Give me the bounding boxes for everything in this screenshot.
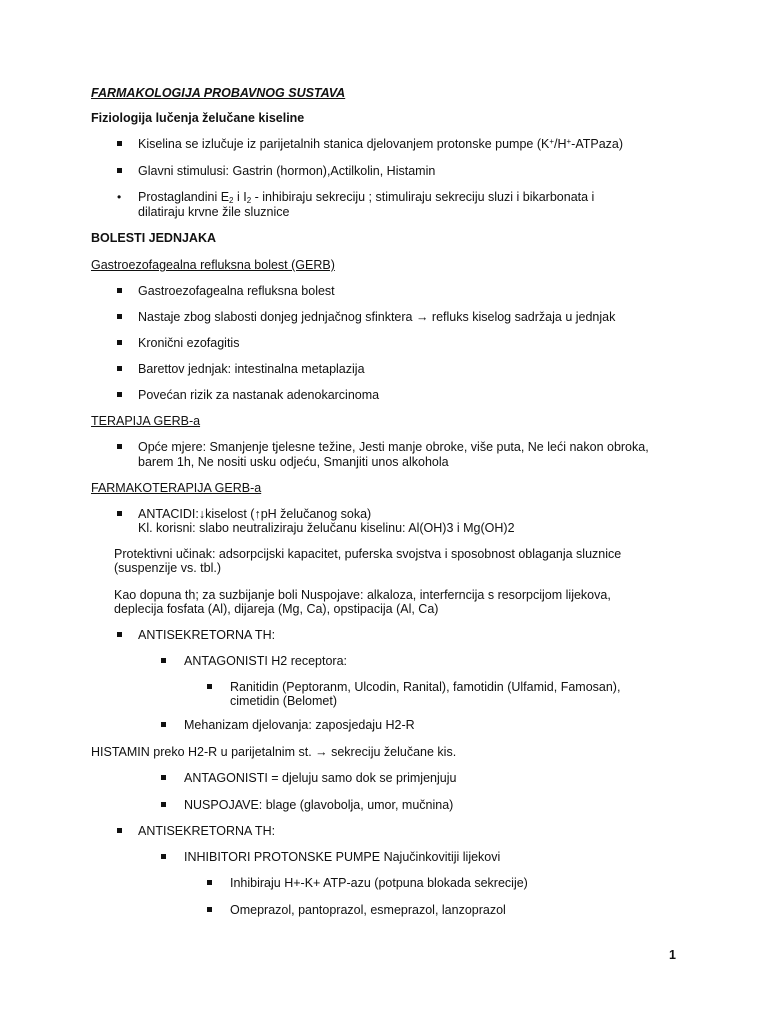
list-item-continuation: Kl. korisni: slabo neutraliziraju želučanu kiselinu: Al(OH)3 i Mg(OH)2 [138,521,515,535]
square-bullet-icon [117,340,122,345]
list-item: Mehanizam djelovanja: zaposjedaju H2-R [184,718,415,732]
list-item: Povećan rizik za nastanak adenokarcinoma [138,388,380,402]
list-item: Nastaje zbog slabosti donjeg jednjačnog sfinktera → refluks kiselog sadržaja u jednjak [138,310,616,324]
section-heading-esophagus: BOLESTI JEDNJAKA [91,231,217,245]
square-bullet-icon [207,880,212,885]
list-item: Ranitidin (Peptoranm, Ulcodin, Ranital), famotidin (Ulfamid, Famosan), [230,680,621,694]
square-bullet-icon [117,366,122,371]
square-bullet-icon [117,288,122,293]
list-item-continuation: cimetidin (Belomet) [230,694,337,708]
square-bullet-icon [161,775,166,780]
list-item: Prostaglandini $E_2$ i $I_2$ - inhibiraju sekreciju ; stimuliraju sekreciju sluzi i bikarbonata i [138,190,595,205]
square-bullet-icon [117,168,122,173]
round-bullet-icon: • [117,190,122,204]
document-title: FARMAKOLOGIJA PROBAVNOG SUSTAVA [91,86,346,100]
paragraph-continuation: deplecija fosfata (Al), dijareja (Mg, Ca), opstipacija (Al, Ca) [114,602,439,616]
square-bullet-icon [117,314,122,319]
paragraph: HISTAMIN preko H2-R u parijetalnim st. → sekreciju želučane kis. [91,745,457,759]
square-bullet-icon [161,722,166,727]
list-item: Inhibiraju H+-K+ ATP-azu (potpuna blokada sekrecije) [230,876,528,890]
square-bullet-icon [117,444,122,449]
list-item: Barettov jednjak: intestinalna metaplazija [138,362,365,376]
square-bullet-icon [161,658,166,663]
subheading-gerb: Gastroezofagealna refluksna bolest (GERB) [91,258,335,272]
paragraph: Kao dopuna th; za suzbijanje boli Nuspojave: alkaloza, interferncija s resorpcijom lijekova, [114,588,611,602]
list-item: ANTAGONISTI H2 receptora: [184,654,348,668]
paragraph-continuation: (suspenzije vs. tbl.) [114,561,221,575]
list-item: Omeprazol, pantoprazol, esmeprazol, lanzoprazol [230,903,506,917]
list-item: Opće mjere: Smanjenje tjelesne težine, Jesti manje obroke, više puta, Ne leći nakon obroka, [138,440,649,454]
square-bullet-icon [117,141,122,146]
square-bullet-icon [117,511,122,516]
square-bullet-icon [161,854,166,859]
square-bullet-icon [117,632,122,637]
square-bullet-icon [117,828,122,833]
list-item: Kronični ezofagitis [138,336,240,350]
list-item: ANTISEKRETORNA TH: [138,824,276,838]
list-item: NUSPOJAVE: blage (glavobolja, umor, mučnina) [184,798,454,812]
page-number: 1 [669,948,676,962]
square-bullet-icon [207,684,212,689]
square-bullet-icon [117,392,122,397]
list-item: Glavni stimulusi: Gastrin (hormon),Actilkolin, Histamin [138,164,436,178]
list-item-continuation: dilatiraju krvne žile sluznice [138,205,290,219]
subheading-pharmacotherapy: FARMAKOTERAPIJA GERB-a [91,481,262,495]
list-item: ANTACIDI:↓kiselost (↑pH želučanog soka) [138,507,372,521]
square-bullet-icon [161,802,166,807]
subheading-therapy: TERAPIJA GERB-a [91,414,201,428]
square-bullet-icon [207,907,212,912]
section-heading-physiology: Fiziologija lučenja želučane kiseline [91,111,305,125]
list-item: ANTISEKRETORNA TH: [138,628,276,642]
list-item: ANTAGONISTI = djeluju samo dok se primjenjuju [184,771,457,785]
list-item-continuation: barem 1h, Ne nositi usku odjeću, Smanjiti unos alkohola [138,455,449,469]
paragraph: Protektivni učinak: adsorpcijski kapacitet, puferska svojstva i sposobnost oblaganja sluznice [114,547,622,561]
list-item: INHIBITORI PROTONSKE PUMPE Najučinkovitiji lijekovi [184,850,501,864]
list-item: Gastroezofagealna refluksna bolest [138,284,335,298]
list-item: Kiselina se izlučuje iz parijetalnih stanica djelovanjem protonske pumpe (K+/H+-ATPaza) [138,137,624,151]
